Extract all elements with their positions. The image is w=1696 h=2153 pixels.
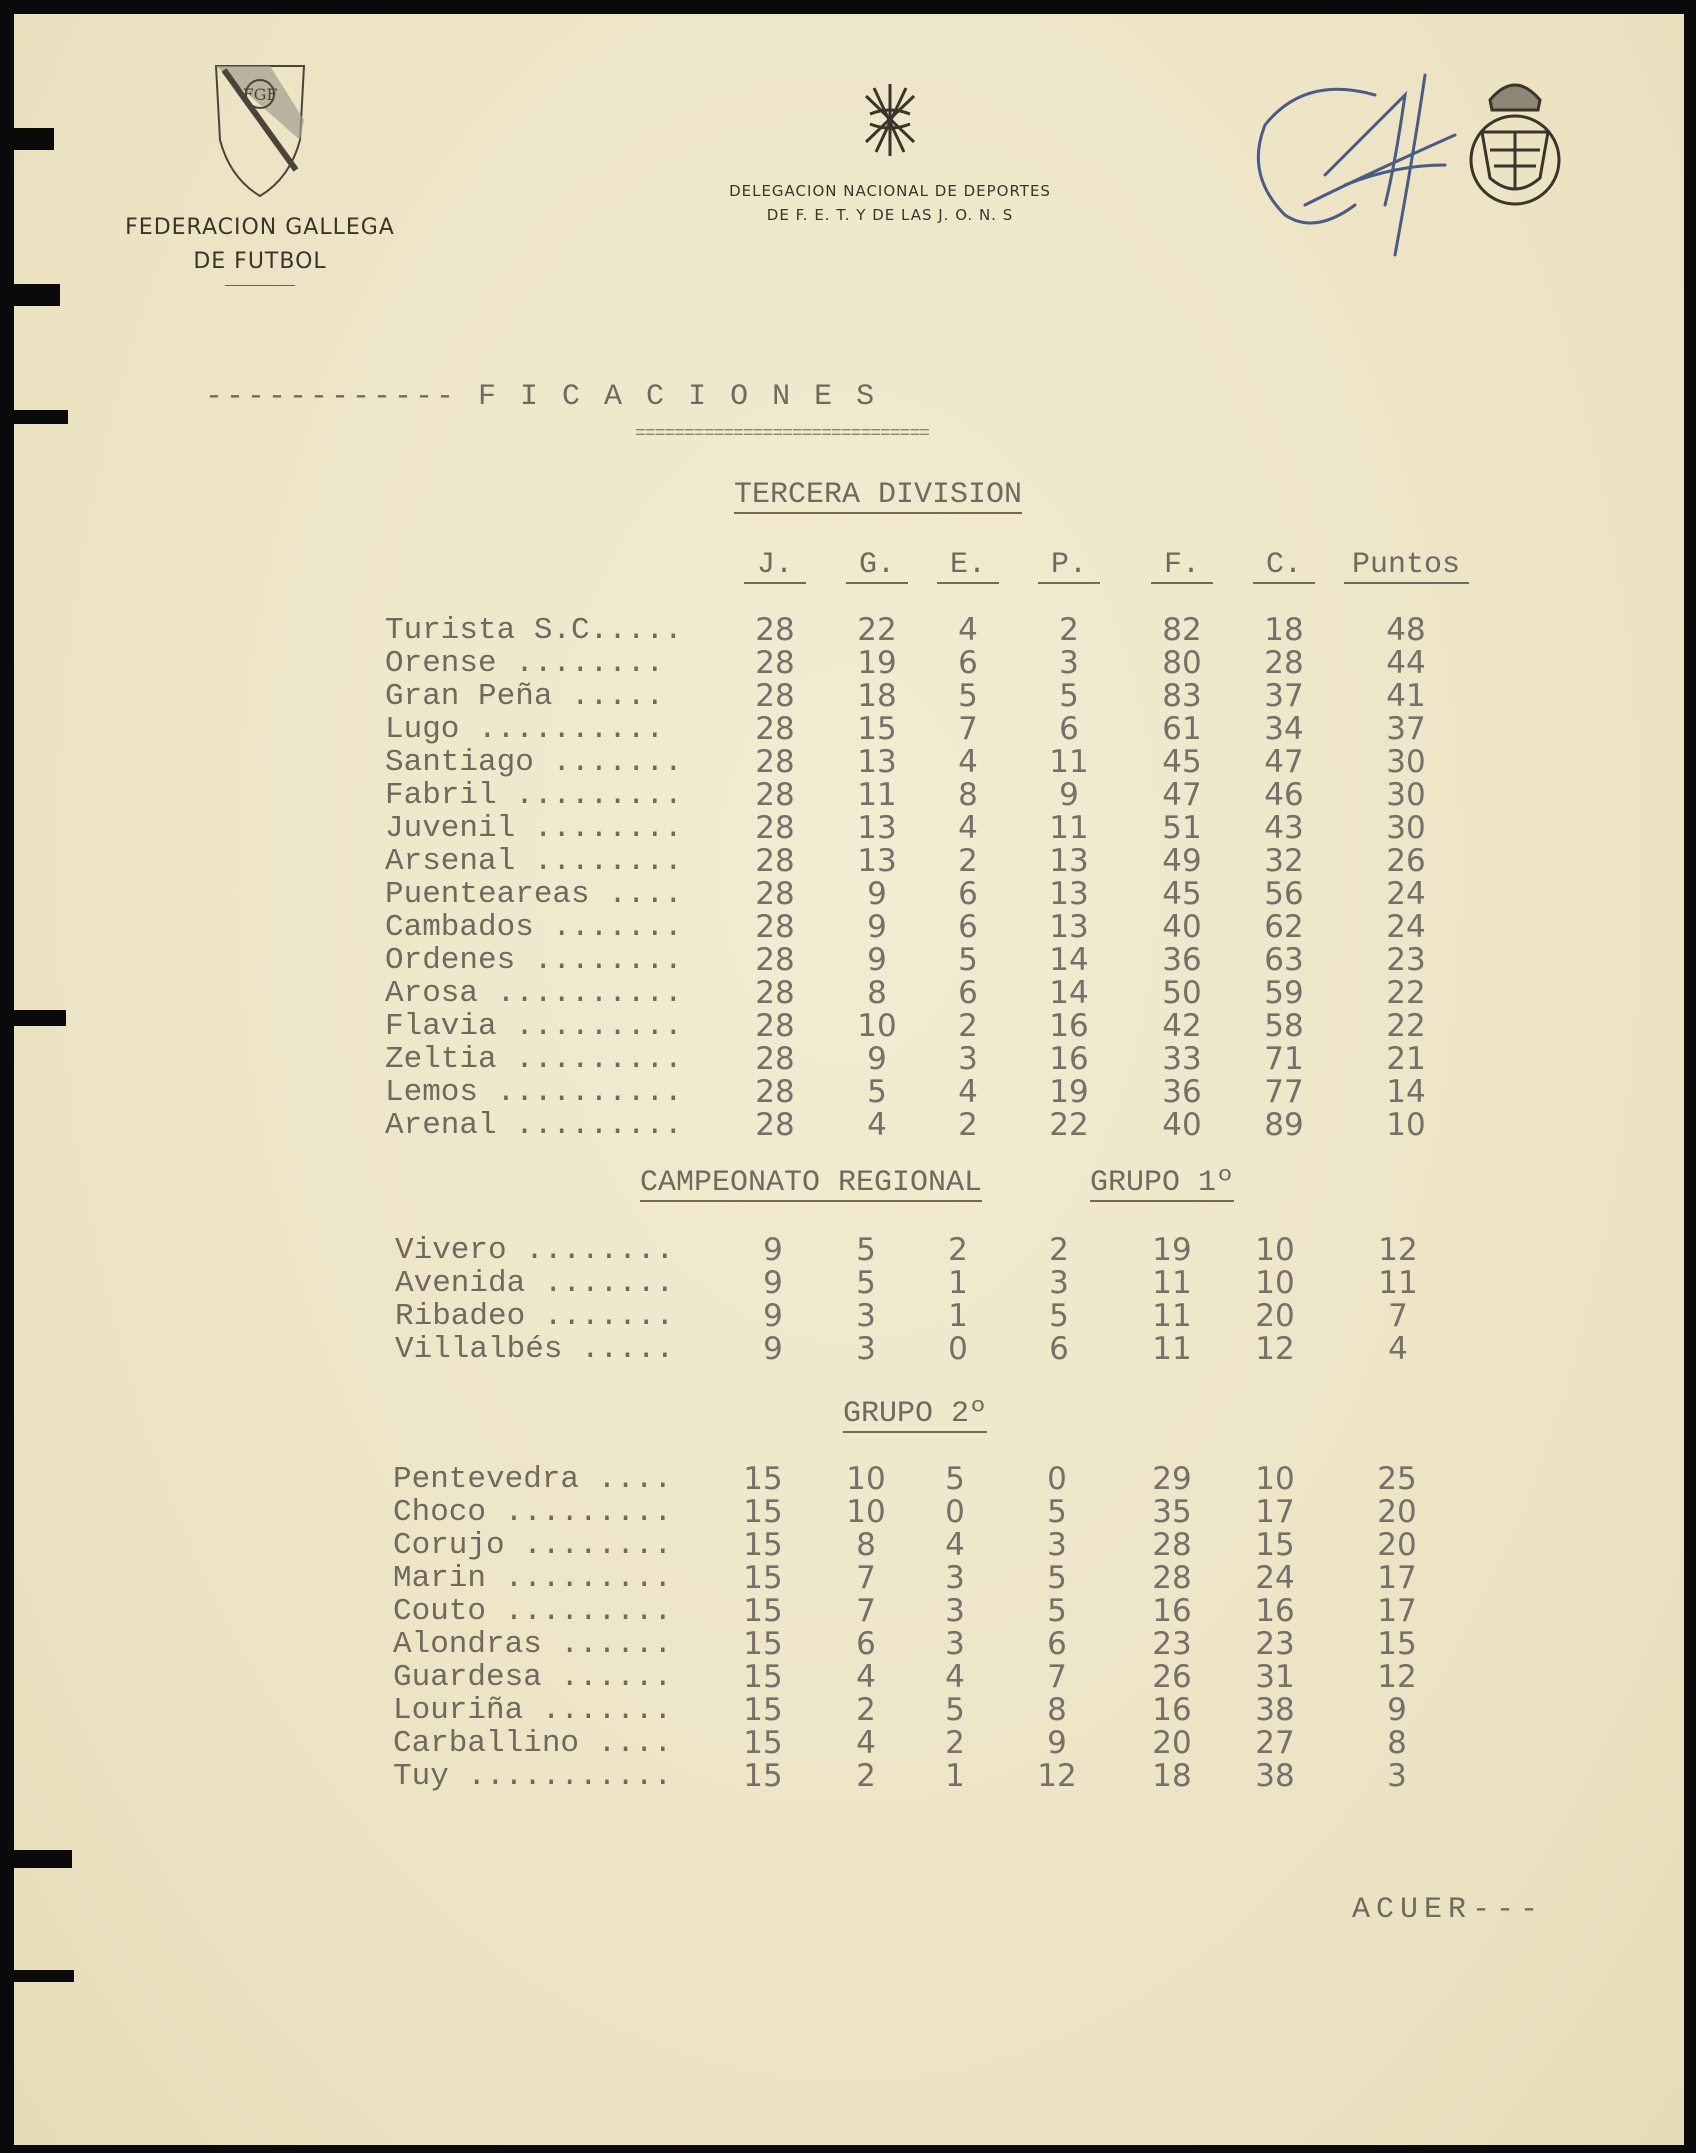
team-name: Gran Peña ..... (385, 679, 665, 714)
stat-value: 9 (867, 876, 887, 912)
team-name: Flavia ......... (385, 1009, 683, 1044)
stat-value: 0 (1047, 1461, 1067, 1497)
team-name: Villalbés ..... (395, 1332, 675, 1367)
stat-value: 82 (1162, 612, 1202, 648)
stat-value: 2 (958, 1008, 978, 1044)
team-name: Lugo .......... (385, 712, 665, 747)
stat-value: 45 (1162, 744, 1202, 780)
team-name: Alondras ...... (393, 1627, 673, 1662)
torn-edge (14, 1010, 66, 1026)
stat-value: 5 (856, 1232, 876, 1268)
stat-value: 10 (857, 1008, 897, 1044)
stat-value: 12 (1378, 1232, 1418, 1268)
stat-value: 28 (755, 810, 795, 846)
team-name: Avenida ....... (395, 1266, 675, 1301)
stat-value: 8 (1387, 1725, 1407, 1761)
stat-value: 18 (1152, 1758, 1192, 1794)
stat-value: 80 (1162, 645, 1202, 681)
column-header: E. (937, 548, 999, 584)
stat-value: 8 (1047, 1692, 1067, 1728)
stat-value: 28 (755, 777, 795, 813)
stat-value: 18 (1264, 612, 1304, 648)
stat-value: 21 (1386, 1041, 1426, 1077)
torn-edge (14, 1850, 72, 1868)
stat-value: 38 (1255, 1692, 1295, 1728)
stat-value: 30 (1386, 810, 1426, 846)
stat-value: 7 (1047, 1659, 1067, 1695)
stat-value: 5 (1047, 1593, 1067, 1629)
stat-value: 3 (856, 1331, 876, 1367)
stat-value: 44 (1386, 645, 1426, 681)
stat-value: 36 (1162, 942, 1202, 978)
stat-value: 25 (1377, 1461, 1417, 1497)
stat-value: 5 (1049, 1298, 1069, 1334)
stat-value: 6 (1049, 1331, 1069, 1367)
stat-value: 33 (1162, 1041, 1202, 1077)
team-name: Louriña ....... (393, 1693, 673, 1728)
stat-value: 4 (958, 810, 978, 846)
stat-value: 9 (1059, 777, 1079, 813)
stat-value: 51 (1162, 810, 1202, 846)
delegacion-name: DELEGACION NACIONAL DE DEPORTES DE F. E. T. Y DE LAS J. O. N. S (729, 182, 1051, 224)
stat-value: 28 (755, 843, 795, 879)
stat-value: 22 (1386, 975, 1426, 1011)
stat-value: 9 (1387, 1692, 1407, 1728)
stat-value: 28 (1152, 1527, 1192, 1563)
stat-value: 3 (1059, 645, 1079, 681)
team-name: Choco ......... (393, 1495, 673, 1530)
stat-value: 9 (1047, 1725, 1067, 1761)
stat-value: 3 (1387, 1758, 1407, 1794)
stat-value: 5 (958, 678, 978, 714)
team-name: Pentevedra .... (393, 1462, 673, 1497)
stat-value: 15 (743, 1692, 783, 1728)
stat-value: 15 (743, 1758, 783, 1794)
stat-value: 61 (1162, 711, 1202, 747)
stat-value: 7 (1388, 1298, 1408, 1334)
stat-value: 7 (856, 1560, 876, 1596)
team-name: Arosa .......... (385, 976, 683, 1011)
stat-value: 1 (948, 1298, 968, 1334)
stat-value: 6 (958, 909, 978, 945)
stat-value: 27 (1255, 1725, 1295, 1761)
stat-value: 2 (958, 843, 978, 879)
stat-value: 32 (1264, 843, 1304, 879)
stat-value: 6 (856, 1626, 876, 1662)
stat-value: 15 (1377, 1626, 1417, 1662)
team-name: Fabril ......... (385, 778, 683, 813)
stat-value: 11 (1049, 810, 1089, 846)
stat-value: 34 (1264, 711, 1304, 747)
stat-value: 16 (1049, 1041, 1089, 1077)
stat-value: 3 (1049, 1265, 1069, 1301)
torn-edge (14, 410, 68, 424)
yoke-arrows-icon (860, 80, 920, 160)
stat-value: 9 (763, 1232, 783, 1268)
stat-value: 28 (755, 1008, 795, 1044)
column-header: C. (1253, 548, 1315, 584)
team-name: Orense ........ (385, 646, 665, 681)
stat-value: 11 (1152, 1265, 1192, 1301)
stat-value: 15 (1255, 1527, 1295, 1563)
team-name: Turista S.C..... (385, 613, 683, 648)
stat-value: 40 (1162, 1107, 1202, 1143)
team-name: Lemos .......... (385, 1075, 683, 1110)
team-name: Arenal ......... (385, 1108, 683, 1143)
stat-value: 7 (856, 1593, 876, 1629)
stat-value: 9 (867, 1041, 887, 1077)
stat-value: 23 (1386, 942, 1426, 978)
delegacion-header (700, 80, 1080, 227)
federacion-name: FEDERACION GALLEGA DE FUTBOL (125, 215, 395, 274)
stat-value: 11 (1049, 744, 1089, 780)
stat-value: 20 (1152, 1725, 1192, 1761)
stat-value: 41 (1386, 678, 1426, 714)
stat-value: 5 (1059, 678, 1079, 714)
stat-value: 17 (1377, 1593, 1417, 1629)
stat-value: 3 (945, 1560, 965, 1596)
stat-value: 28 (755, 645, 795, 681)
stat-value: 77 (1264, 1074, 1304, 1110)
stat-value: 20 (1377, 1527, 1417, 1563)
stat-value: 28 (755, 1107, 795, 1143)
stat-value: 16 (1255, 1593, 1295, 1629)
stat-value: 6 (1047, 1626, 1067, 1662)
stat-value: 4 (867, 1107, 887, 1143)
torn-edge (14, 128, 54, 150)
stat-value: 15 (743, 1560, 783, 1596)
stat-value: 50 (1162, 975, 1202, 1011)
stat-value: 47 (1264, 744, 1304, 780)
stat-value: 9 (763, 1298, 783, 1334)
stat-value: 37 (1264, 678, 1304, 714)
stat-value: 3 (1047, 1527, 1067, 1563)
stat-value: 14 (1049, 975, 1089, 1011)
stat-value: 28 (755, 678, 795, 714)
stat-value: 89 (1264, 1107, 1304, 1143)
stat-value: 17 (1255, 1494, 1295, 1530)
stat-value: 4 (856, 1725, 876, 1761)
stat-value: 6 (1059, 711, 1079, 747)
stat-value: 5 (856, 1265, 876, 1301)
stat-value: 22 (1049, 1107, 1089, 1143)
stat-value: 36 (1162, 1074, 1202, 1110)
stat-value: 83 (1162, 678, 1202, 714)
stat-value: 11 (1152, 1298, 1192, 1334)
stat-value: 11 (1378, 1265, 1418, 1301)
stat-value: 2 (948, 1232, 968, 1268)
stat-value: 5 (945, 1461, 965, 1497)
stat-value: 20 (1377, 1494, 1417, 1530)
team-name: Vivero ........ (395, 1233, 675, 1268)
stat-value: 10 (1255, 1265, 1295, 1301)
stat-value: 24 (1386, 876, 1426, 912)
stat-value: 31 (1255, 1659, 1295, 1695)
federacion-crest-icon (210, 60, 310, 200)
team-name: Marin ......... (393, 1561, 673, 1596)
stat-value: 9 (763, 1331, 783, 1367)
torn-edge (14, 1970, 74, 1982)
column-header: J. (744, 548, 806, 584)
stat-value: 19 (857, 645, 897, 681)
stat-value: 46 (1264, 777, 1304, 813)
stat-value: 17 (1377, 1560, 1417, 1596)
stat-value: 28 (755, 744, 795, 780)
stat-value: 7 (958, 711, 978, 747)
stat-value: 16 (1152, 1692, 1192, 1728)
stat-value: 3 (958, 1041, 978, 1077)
rfef-crest (1460, 70, 1580, 225)
team-name: Zeltia ......... (385, 1042, 683, 1077)
stat-value: 59 (1264, 975, 1304, 1011)
stat-value: 12 (1255, 1331, 1295, 1367)
stat-value: 13 (857, 843, 897, 879)
grupo-2-heading: GRUPO 2º (843, 1397, 988, 1431)
team-name: Tuy ........... (393, 1759, 673, 1794)
stat-value: 4 (958, 1074, 978, 1110)
stat-value: 1 (948, 1265, 968, 1301)
stat-value: 15 (743, 1461, 783, 1497)
campeonato-regional-heading: CAMPEONATO REGIONAL (640, 1166, 983, 1200)
stat-value: 12 (1037, 1758, 1077, 1794)
stat-value: 28 (755, 975, 795, 1011)
stat-value: 28 (755, 1074, 795, 1110)
stat-value: 9 (763, 1265, 783, 1301)
stat-value: 28 (1152, 1560, 1192, 1596)
stat-value: 4 (945, 1527, 965, 1563)
stat-value: 11 (857, 777, 897, 813)
stat-value: 5 (1047, 1494, 1067, 1530)
torn-edge (14, 284, 60, 306)
stat-value: 48 (1386, 612, 1426, 648)
stat-value: 4 (958, 612, 978, 648)
stat-value: 56 (1264, 876, 1304, 912)
team-name: Juvenil ........ (385, 811, 683, 846)
team-name: Corujo ........ (393, 1528, 673, 1563)
crowned-shield-icon (1460, 70, 1570, 220)
stat-value: 20 (1255, 1298, 1295, 1334)
stat-value: 10 (846, 1461, 886, 1497)
stat-value: 3 (945, 1593, 965, 1629)
stat-value: 26 (1152, 1659, 1192, 1695)
stat-value: 28 (755, 942, 795, 978)
stat-value: 29 (1152, 1461, 1192, 1497)
stat-value: 4 (856, 1659, 876, 1695)
team-name: Santiago ....... (385, 745, 683, 780)
stat-value: 0 (948, 1331, 968, 1367)
stat-value: 4 (1388, 1331, 1408, 1367)
stat-value: 15 (857, 711, 897, 747)
stat-value: 8 (867, 975, 887, 1011)
stat-value: 14 (1386, 1074, 1426, 1110)
stat-value: 22 (1386, 1008, 1426, 1044)
stat-value: 10 (1386, 1107, 1426, 1143)
title-double-rule: ============================== (635, 424, 930, 444)
stat-value: 24 (1255, 1560, 1295, 1596)
stat-value: 5 (1047, 1560, 1067, 1596)
team-name: Cambados ....... (385, 910, 683, 945)
stat-value: 15 (743, 1626, 783, 1662)
svg-text:FGF: FGF (242, 85, 278, 104)
stat-value: 43 (1264, 810, 1304, 846)
stat-value: 2 (856, 1758, 876, 1794)
team-name: Guardesa ...... (393, 1660, 673, 1695)
stat-value: 18 (857, 678, 897, 714)
column-header: P. (1038, 548, 1100, 584)
stat-value: 40 (1162, 909, 1202, 945)
stat-value: 10 (846, 1494, 886, 1530)
stat-value: 28 (755, 612, 795, 648)
stat-value: 11 (1152, 1331, 1192, 1367)
stat-value: 23 (1152, 1626, 1192, 1662)
handwritten-signature (1245, 55, 1475, 265)
stat-value: 28 (755, 876, 795, 912)
stat-value: 4 (945, 1659, 965, 1695)
stat-value: 13 (1049, 909, 1089, 945)
stat-value: 3 (856, 1298, 876, 1334)
stat-value: 15 (743, 1527, 783, 1563)
stat-value: 35 (1152, 1494, 1192, 1530)
stat-value: 30 (1386, 744, 1426, 780)
stat-value: 4 (958, 744, 978, 780)
stat-value: 30 (1386, 777, 1426, 813)
stat-value: 2 (856, 1692, 876, 1728)
stat-value: 6 (958, 876, 978, 912)
federacion-gallega-header (110, 60, 410, 286)
column-header: F. (1151, 548, 1213, 584)
team-name: Arsenal ........ (385, 844, 683, 879)
stat-value: 13 (1049, 876, 1089, 912)
stat-value: 15 (743, 1725, 783, 1761)
stat-value: 63 (1264, 942, 1304, 978)
stat-value: 28 (1264, 645, 1304, 681)
stat-value: 49 (1162, 843, 1202, 879)
stat-value: 13 (1049, 843, 1089, 879)
stat-value: 19 (1049, 1074, 1089, 1110)
team-name: Carballino .... (393, 1726, 673, 1761)
stat-value: 10 (1255, 1461, 1295, 1497)
stat-value: 62 (1264, 909, 1304, 945)
column-header: Puntos (1344, 548, 1469, 584)
column-header: G. (846, 548, 908, 584)
stat-value: 26 (1386, 843, 1426, 879)
stat-value: 8 (958, 777, 978, 813)
stat-value: 19 (1152, 1232, 1192, 1268)
stat-value: 58 (1264, 1008, 1304, 1044)
stat-value: 14 (1049, 942, 1089, 978)
stat-value: 8 (856, 1527, 876, 1563)
stat-value: 38 (1255, 1758, 1295, 1794)
continuation-text: ACUER--- (1352, 1893, 1545, 1927)
stat-value: 37 (1386, 711, 1426, 747)
stat-value: 42 (1162, 1008, 1202, 1044)
stat-value: 16 (1049, 1008, 1089, 1044)
stat-value: 23 (1255, 1626, 1295, 1662)
team-name: Ribadeo ....... (395, 1299, 675, 1334)
stat-value: 6 (958, 975, 978, 1011)
stat-value: 2 (945, 1725, 965, 1761)
stat-value: 15 (743, 1593, 783, 1629)
stat-value: 15 (743, 1494, 783, 1530)
stat-value: 16 (1152, 1593, 1192, 1629)
stat-value: 13 (857, 744, 897, 780)
team-name: Puenteareas .... (385, 877, 683, 912)
stat-value: 15 (743, 1659, 783, 1695)
stat-value: 0 (945, 1494, 965, 1530)
stat-value: 45 (1162, 876, 1202, 912)
stat-value: 47 (1162, 777, 1202, 813)
stat-value: 13 (857, 810, 897, 846)
stat-value: 28 (755, 909, 795, 945)
grupo-1-heading: GRUPO 1º (1090, 1166, 1235, 1200)
stat-value: 1 (945, 1758, 965, 1794)
team-name: Couto ......... (393, 1594, 673, 1629)
stat-value: 6 (958, 645, 978, 681)
page-title: ------------ F I C A C I O N E S (205, 380, 878, 414)
stat-value: 3 (945, 1626, 965, 1662)
stat-value: 12 (1377, 1659, 1417, 1695)
stat-value: 28 (755, 711, 795, 747)
stat-value: 5 (945, 1692, 965, 1728)
stat-value: 28 (755, 1041, 795, 1077)
stat-value: 2 (958, 1107, 978, 1143)
stat-value: 2 (1059, 612, 1079, 648)
header-divider (225, 285, 295, 286)
stat-value: 10 (1255, 1232, 1295, 1268)
stat-value: 5 (958, 942, 978, 978)
tercera-division-heading: TERCERA DIVISION (734, 478, 1023, 512)
stat-value: 2 (1049, 1232, 1069, 1268)
stat-value: 71 (1264, 1041, 1304, 1077)
stat-value: 24 (1386, 909, 1426, 945)
stat-value: 5 (867, 1074, 887, 1110)
stat-value: 9 (867, 942, 887, 978)
stat-value: 22 (857, 612, 897, 648)
team-name: Ordenes ........ (385, 943, 683, 978)
stat-value: 9 (867, 909, 887, 945)
